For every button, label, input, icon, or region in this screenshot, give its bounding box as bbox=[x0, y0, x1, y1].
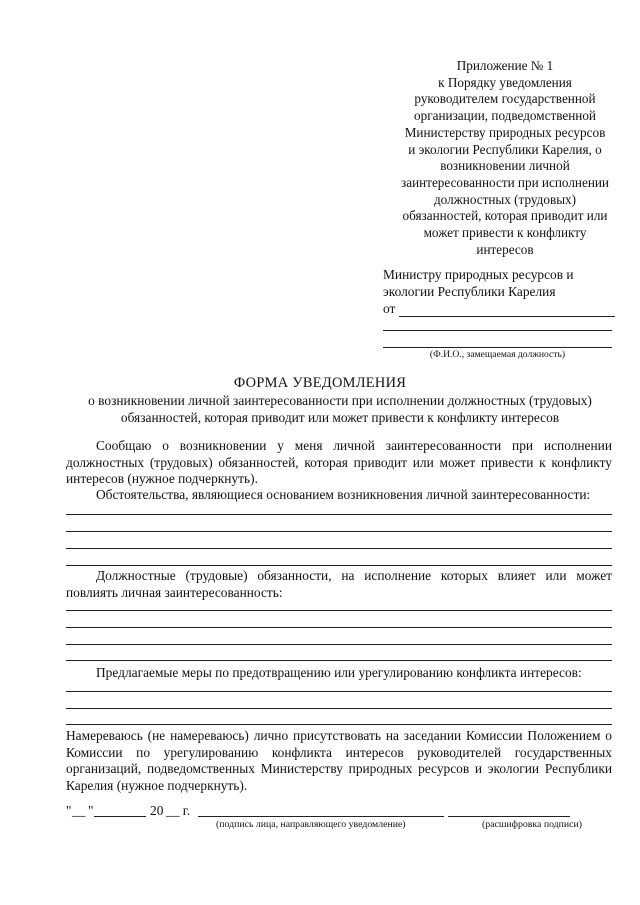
fill-line[interactable] bbox=[66, 565, 612, 566]
form-subtitle: о возникновении личной заинтересованности при исполнении должностных (трудовых) обязанностей, которая приводит или может привести к конфликту интересов bbox=[88, 393, 592, 425]
appendix-line: Приложение № 1 bbox=[456, 58, 554, 73]
appendix-line: обязанностей, которая приводит или bbox=[402, 208, 608, 224]
date-month-field[interactable] bbox=[94, 816, 146, 817]
fill-line[interactable] bbox=[66, 708, 612, 709]
form-title: ФОРМА УВЕДОМЛЕНИЯ bbox=[233, 375, 407, 391]
appendix-line: должностных (трудовых) bbox=[433, 191, 577, 207]
fill-line[interactable] bbox=[66, 660, 612, 661]
year-prefix: 20 bbox=[150, 803, 164, 818]
addressee-line-1: Министру природных ресурсов и bbox=[383, 267, 574, 282]
date-day-field[interactable]: __ bbox=[72, 803, 86, 818]
fill-line[interactable] bbox=[66, 514, 612, 515]
appendix-line: к Порядку уведомления bbox=[438, 74, 572, 90]
statement-paragraph: Сообщаю о возникновении у меня личной заинтересованности при исполнении должностных (трудовых) обязанностей, которая приводит или может привести к конфликту интересов (нужное подчеркнуть). bbox=[66, 438, 612, 487]
attendance-paragraph: Намереваюсь (не намереваюсь) лично присутствовать на заседании Комиссии Положением о Комиссии по урегулированию конфликта интересов руководителей государственных организаций, подведомственных Министерству природных ресурсов и экологии Республики Карелия (нужное подчеркнуть). bbox=[66, 728, 612, 793]
fill-line[interactable] bbox=[66, 644, 612, 645]
appendix-line: организации, подведомственной bbox=[414, 108, 596, 124]
addressee-caption: (Ф.И.О., замещаемая должность) bbox=[429, 349, 566, 360]
appendix-line: заинтересованности при исполнении bbox=[401, 174, 609, 190]
from-label: от bbox=[383, 301, 396, 316]
appendix-header bbox=[388, 58, 622, 258]
year-suffix: __ г. bbox=[166, 803, 191, 818]
fill-line[interactable] bbox=[66, 627, 612, 628]
addressee-extra-line[interactable] bbox=[383, 330, 612, 331]
signature-field[interactable] bbox=[198, 816, 444, 817]
signature-decode-field[interactable] bbox=[448, 816, 570, 817]
decode-caption: (расшифровка подписи) bbox=[482, 819, 583, 830]
duties-label: Должностные (трудовые) обязанности, на исполнение которых влияет или может повлиять личная заинтересованность: bbox=[66, 568, 612, 600]
appendix-line: Министерству природных ресурсов bbox=[404, 124, 606, 140]
addressee-extra-line[interactable] bbox=[383, 347, 612, 348]
fill-line[interactable] bbox=[66, 610, 612, 611]
date-close-quote: " bbox=[88, 803, 94, 818]
signature-caption: (подпись лица, направляющего уведомление) bbox=[216, 819, 406, 830]
from-name-field[interactable] bbox=[399, 303, 615, 317]
appendix-line: возникновении личной bbox=[440, 158, 570, 174]
measures-label: Предлагаемые меры по предотвращению или урегулированию конфликта интересов: bbox=[96, 665, 582, 680]
fill-line[interactable] bbox=[66, 548, 612, 549]
addressee-block bbox=[383, 266, 615, 317]
appendix-line: интересов bbox=[476, 241, 534, 257]
fill-line[interactable] bbox=[66, 724, 612, 725]
date-open-quote: " bbox=[66, 803, 72, 818]
appendix-line: руководителем государственной bbox=[414, 91, 596, 107]
fill-line[interactable] bbox=[66, 691, 612, 692]
addressee-line-2: экологии Республики Карелия bbox=[383, 284, 556, 299]
from-row bbox=[383, 300, 615, 317]
fill-line[interactable] bbox=[66, 531, 612, 532]
appendix-line: и экологии Республики Карелия, о bbox=[408, 141, 602, 157]
appendix-line: может привести к конфликту bbox=[423, 225, 587, 241]
circumstances-label: Обстоятельства, являющиеся основанием возникновения личной заинтересованности: bbox=[96, 487, 591, 502]
